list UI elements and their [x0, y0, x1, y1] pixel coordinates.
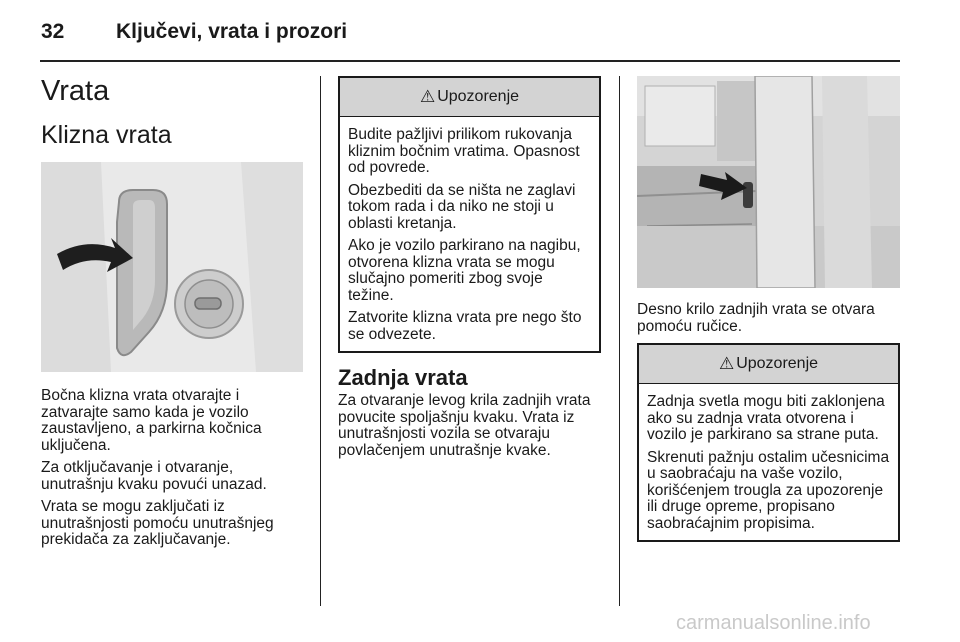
- warning-paragraph: Ako je vozilo parkirano na nagibu, otvorena klizna vrata se mogu slučajno pomeriti zbog svoje težine.: [348, 237, 581, 304]
- sliding-door-figure: [41, 162, 303, 372]
- warning-box-sliding-door: [338, 76, 601, 353]
- subsection-title-sliding-door: Klizna vrata: [41, 121, 172, 149]
- rear-door-interior-handle-photo: [637, 76, 900, 288]
- warning-title: Upozorenje: [736, 355, 819, 372]
- page-header: [0, 0, 960, 60]
- column-1: [41, 76, 303, 549]
- warning-paragraph: Zadnja svetla mogu biti zaklonjena ako su zadnja vrata otvorena i vozilo je parkirano sa strane puta.: [647, 393, 885, 443]
- rear-door-figure: [637, 76, 900, 288]
- sliding-door-text: [41, 388, 303, 549]
- watermark: carmanualsonline.info: [676, 612, 871, 634]
- column-divider-left: [320, 76, 321, 606]
- paragraph: Za otključavanje i otvaranje, unutrašnju kvaku povući unazad.: [41, 459, 267, 493]
- section-title: Vrata: [41, 75, 110, 107]
- warning-triangle-icon: ⚠: [419, 87, 436, 106]
- chapter-title: Ključevi, vrata i prozori: [116, 20, 348, 43]
- warning-title: Upozorenje: [437, 88, 520, 105]
- warning-box-rear-lights: [637, 343, 900, 542]
- paragraph: Vrata se mogu zaključati iz unutrašnjosti pomoću unutrašnjeg prekidača za zaključavanje.: [41, 498, 274, 548]
- warning-body: [639, 384, 898, 540]
- warning-body: [340, 117, 599, 351]
- warning-paragraph: Zatvorite klizna vrata pre nego što se odvezete.: [348, 309, 582, 343]
- column-2: [338, 76, 601, 459]
- column-3: [637, 76, 900, 542]
- warning-header: [639, 345, 898, 384]
- page-number: 32: [41, 20, 65, 43]
- warning-header: [340, 78, 599, 117]
- subsection-title-rear-doors: Zadnja vrata: [338, 365, 468, 390]
- paragraph: Za otvaranje levog krila zadnjih vrata povucite spoljašnju kvaku. Vrata iz unutrašnjosti vozila se otvaraju povlačenjem unutrašnje kvake.: [338, 392, 591, 459]
- column-divider-right: [619, 76, 620, 606]
- paragraph: Bočna klizna vrata otvarajte i zatvarajte samo kada je vozilo zaustavljeno, a parkirna kočnica uključena.: [41, 387, 262, 454]
- warning-paragraph: Budite pažljivi prilikom rukovanja kliznim bočnim vratima. Opasnost od povrede.: [348, 126, 580, 176]
- warning-paragraph: Obezbediti da se ništa ne zaglavi tokom rada i da niko ne stoji u oblasti kretanja.: [348, 181, 576, 232]
- warning-paragraph: Skrenuti pažnju ostalim učesnicima u saobraćaju na vaše vozilo, korišćenjem trougla za upozorenje ili druge opreme, propisano saobraćajnim propisima.: [647, 448, 890, 532]
- header-rule: [40, 60, 900, 62]
- warning-triangle-icon: ⚠: [718, 354, 735, 373]
- sliding-door-handle-illustration: [41, 162, 303, 372]
- paragraph: Desno krilo zadnjih vrata se otvara pomoću ručice.: [637, 301, 875, 335]
